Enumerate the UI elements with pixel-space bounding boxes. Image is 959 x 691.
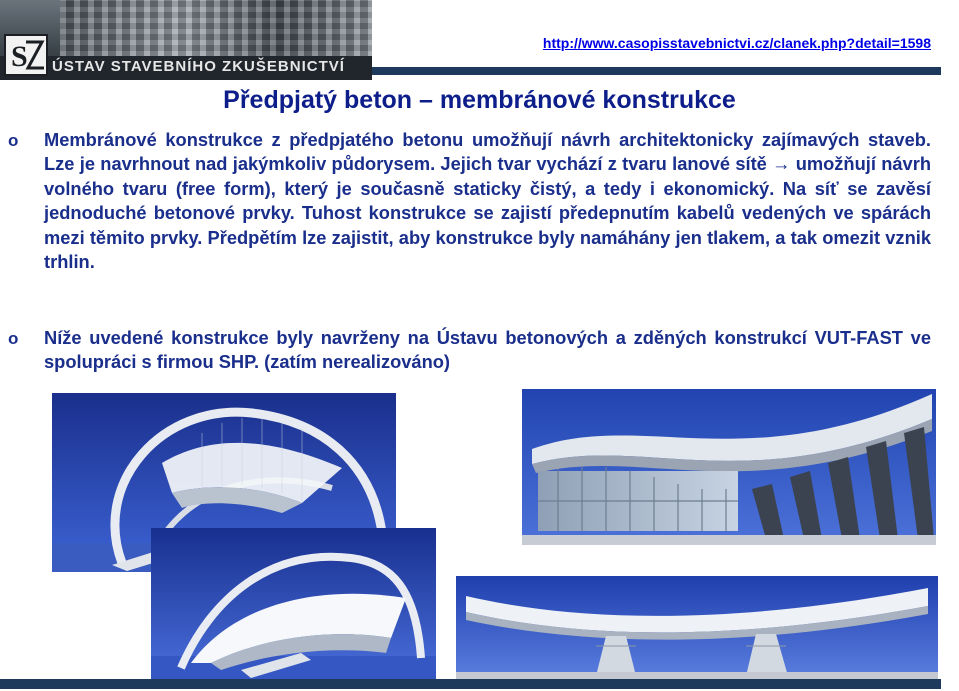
szk-logo-icon: [4, 34, 48, 76]
paragraph-2: Níže uvedené konstrukce byly navrženy na Ústavu betonových a zděných konstrukcí VUT-FAST ve spolupráci s firmou SHP. (zatím nerealizováno): [44, 327, 931, 373]
header-rule: [372, 67, 941, 75]
header-banner: [0, 0, 372, 80]
banner-photo: [60, 0, 372, 56]
paragraph-1: Membránové konstrukce z předpjatého betonu umožňují návrh architektonicky zajímavých staveb. Lze je navrhnout nad jakýmkoliv půdorysem. Jejich tvar vychází z tvaru lanové sítě → umožňují návrh volného tvaru (free form), který je současně staticky čistý, a tedy i ekonomický. Na síť se zavěsí jednoduché betonové prvky. Tuhost konstrukce se zajistí předepnutím kabelů vedených ve spárách mezi těmito prvky. Předpětím lze zajistit, aby konstrukce byly namáhány jen tlakem, a tak omezit vznik trhlin.: [44, 129, 931, 273]
slide-title: Předpjatý beton – membránové konstrukce: [223, 86, 736, 114]
bullet-marker: o: [8, 131, 19, 150]
institute-name: ÚSTAV STAVEBNÍHO ZKUŠEBNICTVÍ: [52, 58, 345, 75]
svg-text:S: S: [11, 40, 28, 73]
arch-membrane-render-2: [151, 528, 436, 680]
pavilion-render-1: [522, 389, 936, 545]
footer-rule: [0, 679, 941, 689]
source-link[interactable]: http://www.casopisstavebnictvi.cz/clanek.php?detail=1598: [542, 35, 931, 51]
bullet-marker: o: [8, 329, 19, 348]
canopy-render-2: [456, 576, 938, 680]
